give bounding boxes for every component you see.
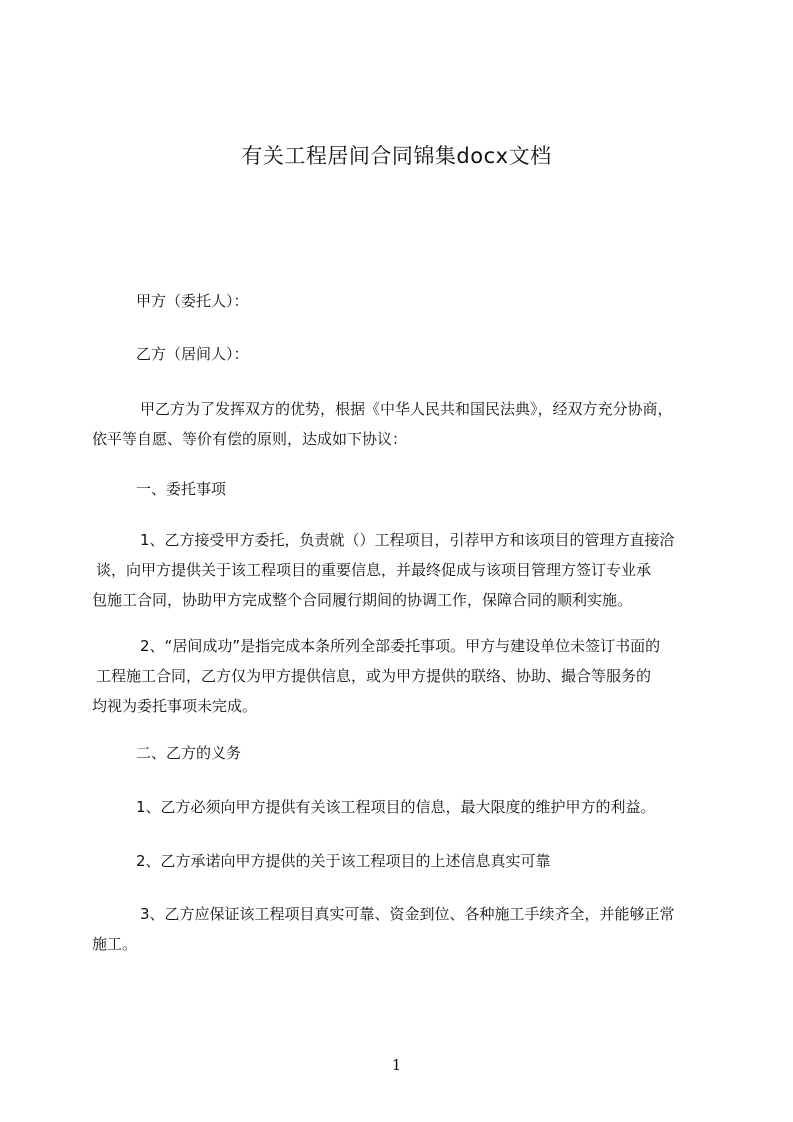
paragraph-clause-2-3 xyxy=(92,899,714,959)
paragraph-line: 2、“居间成功”是指完成本条所列全部委托事项。甲方与建设单位未签订书面的 xyxy=(140,637,661,655)
paragraph-line: 3、乙方应保证该工程项目真实可靠、资金到位、各种施工手续齐全，并能够正常 xyxy=(140,905,675,923)
paragraph-party-a xyxy=(92,286,714,316)
paragraph-party-b xyxy=(92,339,714,369)
section-heading-entrusted-matters xyxy=(92,474,714,504)
document-title: 有关工程居间合同锦集docx文档 xyxy=(241,144,552,168)
paragraph-line: 均视为委托事项未完成。 xyxy=(92,697,258,715)
paragraph-preamble xyxy=(92,394,714,454)
paragraph-line: 包施工合同，协助甲方完成整个合同履行期间的协调工作，保障合同的顺利实施。 xyxy=(92,591,633,609)
page-number: 1 xyxy=(391,1056,402,1074)
section-heading-party-b-obligations xyxy=(92,738,714,768)
paragraph-line: 甲方（委托人）： xyxy=(136,292,249,310)
paragraph-line: 工程施工合同，乙方仅为甲方提供信息，或为甲方提供的联络、协助、撮合等服务的 xyxy=(96,667,652,685)
section-heading: 二、乙方的义务 xyxy=(136,744,242,762)
paragraph-line: 依平等自愿、等价有偿的原则，达成如下协议： xyxy=(92,430,408,448)
paragraph-line: 施工。 xyxy=(92,935,138,953)
paragraph-line: 1、乙方接受甲方委托，负责就（）工程项目，引荐甲方和该项目的管理方直接洽 xyxy=(140,531,675,549)
paragraph-line: 甲乙方为了发挥双方的优势，根据《中华人民共和国民法典》，经双方充分协商， xyxy=(140,400,673,418)
paragraph-line: 1、乙方必须向甲方提供有关该工程项目的信息，最大限度的维护甲方的利益。 xyxy=(136,798,656,816)
paragraph-line: 谈，向甲方提供关于该工程项目的重要信息，并最终促成与该项目管理方签订专业承 xyxy=(96,561,652,579)
paragraph-clause-2-1 xyxy=(92,792,714,822)
section-heading: 一、委托事项 xyxy=(136,480,227,498)
paragraph-clause-1-2 xyxy=(92,631,714,721)
paragraph-clause-2-2 xyxy=(92,846,714,876)
paragraph-line: 乙方（居间人）： xyxy=(136,345,249,363)
paragraph-line: 2、乙方承诺向甲方提供的关于该工程项目的上述信息真实可靠 xyxy=(136,852,551,870)
paragraph-clause-1-1 xyxy=(92,525,714,615)
